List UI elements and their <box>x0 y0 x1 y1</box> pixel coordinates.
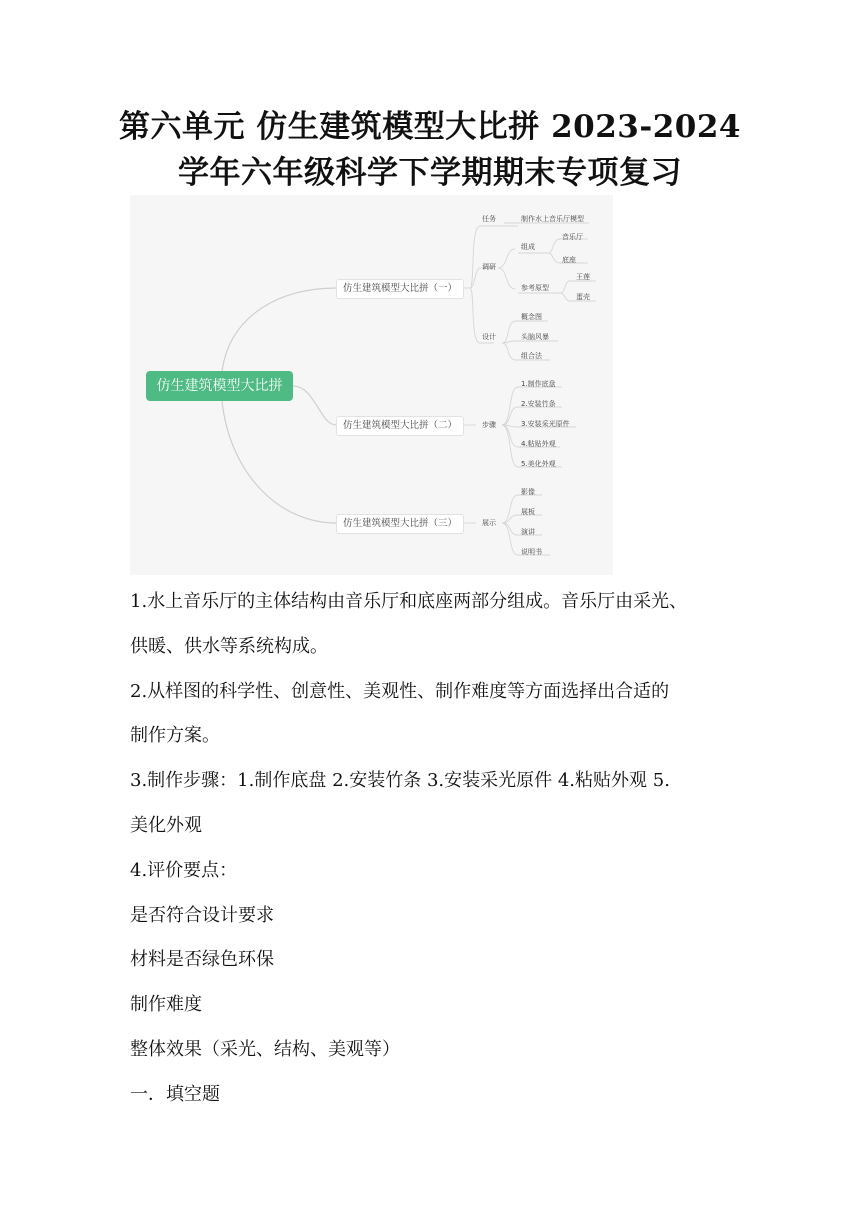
task-leaf: 制作水上音乐厅模型 <box>521 215 584 223</box>
prototype-node: 参考原型 <box>521 284 549 292</box>
paragraph-4: 4.评价要点： <box>130 860 238 881</box>
design-leaf-1: 概念图 <box>521 313 542 321</box>
paragraph-3-line-1: 3.制作步骤：1.制作底盘 2.安装竹条 3.安装采光原件 4.粘贴外观 5. <box>130 770 670 791</box>
paragraph-7: 制作难度 <box>130 994 202 1015</box>
show-leaf-4: 说明书 <box>521 548 542 556</box>
prototype-leaf-2: 蛋壳 <box>576 293 590 301</box>
task-node: 任务 <box>482 215 496 223</box>
compose-leaf-2: 底座 <box>562 256 576 264</box>
branch3-node: 仿生建筑模型大比拼（三） <box>336 514 464 534</box>
mind-map-image <box>130 195 613 575</box>
paragraph-5: 是否符合设计要求 <box>130 905 274 926</box>
paragraph-1-line-1: 1.水上音乐厅的主体结构由音乐厅和底座两部分组成。音乐厅由采光、 <box>130 591 688 612</box>
paragraph-2-line-1: 2.从样图的科学性、创意性、美观性、制作难度等方面选择出合适的 <box>130 681 670 702</box>
show-leaf-1: 影像 <box>521 488 535 496</box>
paragraph-2-line-2: 制作方案。 <box>130 725 220 746</box>
paragraph-8: 整体效果（采光、结构、美观等） <box>130 1039 400 1060</box>
step-leaf-1: 1.制作底盘 <box>521 380 556 388</box>
show-node: 展示 <box>482 519 496 527</box>
design-leaf-3: 组合法 <box>521 352 542 360</box>
section-heading-fill-blank: 一．填空题 <box>130 1084 220 1105</box>
show-leaf-2: 展板 <box>521 508 535 516</box>
paragraph-1-line-2: 供暖、供水等系统构成。 <box>130 636 328 657</box>
research-node: 调研 <box>482 263 496 271</box>
step-leaf-5: 5.美化外观 <box>521 460 556 468</box>
step-leaf-4: 4.粘贴外观 <box>521 440 556 448</box>
compose-node: 组成 <box>521 243 535 251</box>
branch1-node: 仿生建筑模型大比拼（一） <box>336 279 464 299</box>
document-title-line1: 第六单元 仿生建筑模型大比拼 2023-2024 <box>118 109 741 145</box>
design-node: 设计 <box>482 333 496 341</box>
step-leaf-3: 3.安装采光原件 <box>521 420 570 428</box>
paragraph-3-line-2: 美化外观 <box>130 815 202 836</box>
branch2-node: 仿生建筑模型大比拼（二） <box>336 416 464 436</box>
step-leaf-2: 2.安装竹条 <box>521 400 556 408</box>
steps-node: 步骤 <box>482 421 496 429</box>
design-leaf-2: 头脑风暴 <box>521 333 549 341</box>
mind-map-root-node: 仿生建筑模型大比拼 <box>146 371 293 401</box>
show-leaf-3: 演讲 <box>521 528 535 536</box>
compose-leaf-1: 音乐厅 <box>562 233 583 241</box>
prototype-leaf-1: 王莲 <box>576 273 590 281</box>
document-title-line2: 学年六年级科学下学期期末专项复习 <box>178 155 682 191</box>
paragraph-6: 材料是否绿色环保 <box>130 949 274 970</box>
